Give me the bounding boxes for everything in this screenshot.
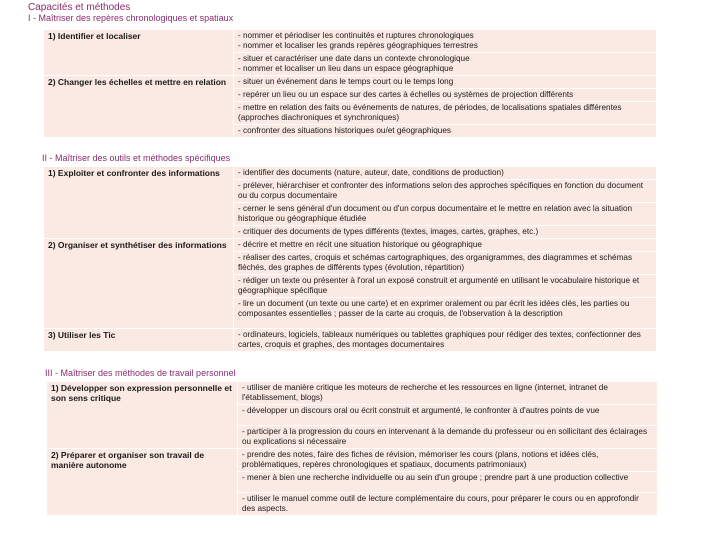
document-title: Capacités et méthodes bbox=[28, 2, 131, 13]
section-title: II - Maîtriser des outils et méthodes spécifiques bbox=[42, 153, 231, 163]
method-item: - confronter des situations historiques ou/et géographiques bbox=[234, 125, 657, 138]
method-item: - repérer un lieu ou un espace sur des cartes à échelles ou systèmes de projection différents bbox=[234, 89, 657, 102]
method-item: - situer un événement dans le temps court ou le temps long bbox=[234, 76, 657, 89]
section-table bbox=[43, 166, 657, 352]
method-item: - utiliser de manière critique les moteurs de recherche et les ressources en ligne (internet, intranet de l'établissement, blogs) bbox=[238, 382, 658, 405]
capacity-label: 1) Développer son expression personnelle et son sens critique bbox=[47, 382, 238, 449]
method-item: - identifier des documents (nature, auteur, date, conditions de production) bbox=[234, 167, 657, 180]
section-title: III - Maîtriser des méthodes de travail personnel bbox=[45, 368, 236, 378]
capacity-label: 3) Utiliser les Tic bbox=[44, 329, 234, 352]
section-table bbox=[43, 29, 657, 138]
method-item: - ordinateurs, logiciels, tableaux numériques ou tablettes graphiques pour rédiger des textes, confectionner des cartes, croquis et graphes, des montages documentaires bbox=[234, 329, 657, 352]
method-item: - développer un discours oral ou écrit construit et argumenté, le confronter à d'autres points de vue bbox=[238, 405, 658, 426]
capacity-label: 1) Identifier et localiser bbox=[44, 30, 234, 76]
method-item: - participer à la progression du cours en intervenant à la demande du professeur ou en sollicitant des éclairages ou explications si nécessaire bbox=[238, 426, 658, 449]
method-item: - nommer et périodiser les continuités et ruptures chronologiques - nommer et localiser les grands repères géographiques terrestres bbox=[234, 30, 657, 53]
section-table bbox=[46, 381, 658, 516]
capacity-label: 2) Préparer et organiser son travail de manière autonome bbox=[47, 449, 238, 516]
method-item: - situer et caractériser une date dans un contexte chronologique - nommer et localiser un lieu dans un espace géographique bbox=[234, 53, 657, 76]
capacity-label: 2) Organiser et synthétiser des informations bbox=[44, 239, 234, 329]
method-item: - prendre des notes, faire des fiches de révision, mémoriser les cours (plans, notions et idées clés, problématiques, repères chronologiques et spatiaux, documents patrimoniaux) bbox=[238, 449, 658, 472]
method-item: - cerner le sens général d'un document ou d'un corpus documentaire et le mettre en relation avec la situation historique ou géographique étudiée bbox=[234, 203, 657, 226]
method-item: - rédiger un texte ou présenter à l'oral un exposé construit et argumenté en utilisant le vocabulaire historique et géographique spécifique bbox=[234, 275, 657, 298]
method-item: - mener à bien une recherche individuelle ou au sein d'un groupe ; prendre part à une production collective bbox=[238, 472, 658, 493]
method-item: - utiliser le manuel comme outil de lecture complémentaire du cours, pour préparer le cours ou en approfondir des aspects. bbox=[238, 493, 658, 516]
method-item: - critiquer des documents de types différents (textes, images, cartes, graphes, etc.) bbox=[234, 226, 657, 239]
capacity-label: 1) Exploiter et confronter des informations bbox=[44, 167, 234, 239]
method-item: - mettre en relation des faits ou événements de natures, de périodes, de localisations spatiales différentes (approches diachroniques et synchroniques) bbox=[234, 102, 657, 125]
capacity-label: 2) Changer les échelles et mettre en relation bbox=[44, 76, 234, 138]
section-title: I - Maîtriser des repères chronologiques et spatiaux bbox=[28, 13, 234, 23]
method-item: - prélever, hiérarchiser et confronter des informations selon des approches spécifiques en fonction du document ou du corpus documentaire bbox=[234, 180, 657, 203]
method-item: - réaliser des cartes, croquis et schémas cartographiques, des organigrammes, des diagrammes et schémas fléchés, des graphes de différents types (évolution, répartition) bbox=[234, 252, 657, 275]
method-item: - lire un document (un texte ou une carte) et en exprimer oralement ou par écrit les idées clés, les parties ou composantes essentielles ; passer de la carte au croquis, de l'observation à la description bbox=[234, 298, 657, 329]
method-item: - décrire et mettre en récit une situation historique ou géographique bbox=[234, 239, 657, 252]
